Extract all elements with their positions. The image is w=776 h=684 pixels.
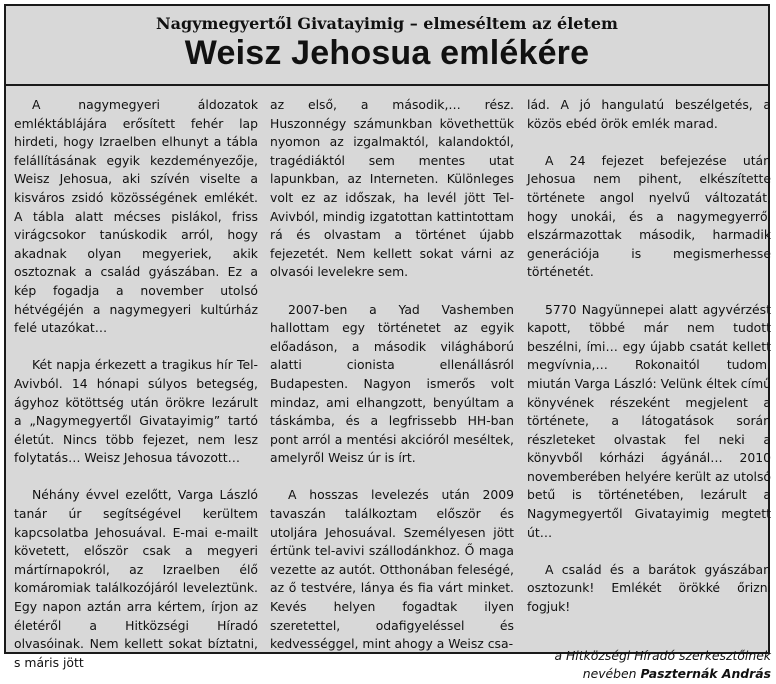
paragraph: 2007-ben a Yad Vashemben hallottam egy történetet az egyik előadáson, a második világháború alatti cionista ellenállásról Budapesten. Nagyon ismerős volt mindaz, ami elhangzott, benyúltam a táskámba, és a legfrissebb HH-ban pont arról a mentési akcióról meséltek, amelyről Weisz úr is írt.: [270, 301, 514, 466]
paragraph: A nagymegyeri áldozatok emléktáblájára erősített fehér lap hirdeti, hogy Izraelben elhunyt a tábla felállításának egyik kezdeményezője, Weisz Jehosua, aki szívén viselte a kisváros zsidó közösségének emlékét. A tábla alatt mécses pislákol, friss virágcsokor tanúskodik arról, hogy akadnak olyan megyeriek, akik osztoznak a család gyászában. Ez a kép fogadja a november utolsó hétvégéjén a nagymegyeri kultúrház felé utazókat…: [14, 97, 258, 336]
paragraph: Néhány évvel ezelőtt, Varga László tanár úr segítségével kerültem kapcsolatba Jehosuával. E-mai e-mailt követett, először csak a megyeri mártírnapokról, az Izraelben élő komáromiak találkozójáról leveleztünk. Egy napon aztán arra kértem, írjon az életéről a Hitközségi Híradó olvasóinak. Nem kellett sokat bíztatni, s máris jött: [14, 487, 258, 670]
article-kicker: Nagymegyertől Givatayimig – elmeséltem az életem: [156, 14, 618, 33]
paragraph: az első, a második,… rész. Huszonnégy számunkban követhettük nyomon az izgalmaktól, kalandoktól, tragédiáktól sem mentes utat lapunkban, az Interneten. Különleges volt ez az időszak, ha levél jött Tel-Avivból, mindig izgatottan kattintottam rá és olvastam a történet újabb fejezetét. Nem kellett sokat várni az olvasói levelekre sem.: [270, 97, 514, 280]
paragraph: Két napja érkezett a tragikus hír Tel-Avivból. 14 hónapi súlyos betegség, ágyhoz kötöttség után örökre lezárult a „Nagymegyertől Givatayimig” tartó életút. Nincs több fejezet, nem lesz folytatás… Weisz Jehosua távozott…: [14, 357, 258, 466]
signature: [527, 647, 771, 684]
paragraph: A 24 fejezet befejezése után Jehosua nem pihent, elkészítette története angol nyelvű változatát, hogy unokái, és a nagymegyerről elszármazottak második, harmadik generációja is megismerhesse történetét.: [527, 152, 771, 280]
article-title: Weisz Jehosua emlékére: [184, 34, 590, 72]
text-column-2: [270, 96, 514, 654]
signature-name: Paszternák András: [640, 666, 771, 682]
article-panel: [4, 4, 771, 682]
paragraph: A család és a barátok gyászában osztozunk! Emlékét örökké őrizni fogjuk!: [527, 561, 771, 615]
article-header: [6, 6, 768, 86]
signature-prefix: a Hitközségi Híradó szerkesztőinek nevében: [554, 647, 771, 682]
paragraph: A hosszas levelezés után 2009 tavaszán találkoztam először és utoljára Jehosuával. Személyesen jött értünk tel-avivi szállodánkhoz. Ő maga vezette az autót. Otthonában feleségé, az ő testvére, lánya és fia várt minket. Kevés helyen fogadtak ilyen szeretettel, odafigyeléssel és kedvességgel, mint ahogy a Weisz csa-: [270, 487, 514, 652]
paragraph: 5770 Nagyünnepei alatt agyvérzést kapott, többé már nem tudott beszélni, ími… egy újabb csatát kellett megvívnia,… Rokonaitól tudom, miután Varga László: Velünk éltek című könyvének részeként megjelent a története, a látogatások során részleteket olvastak fel neki a könyvből kórházi ágyánál… 2010 novemberében helyére került az utolsó betű is történetében, lezárult a Nagymegyertől Givatayimig megtett út…: [527, 301, 771, 540]
text-column-1: [14, 96, 258, 672]
text-column-3: [527, 96, 771, 684]
paragraph: lád. A jó hangulatú beszélgetés, a közös ebéd örök emlék marad.: [527, 97, 771, 131]
